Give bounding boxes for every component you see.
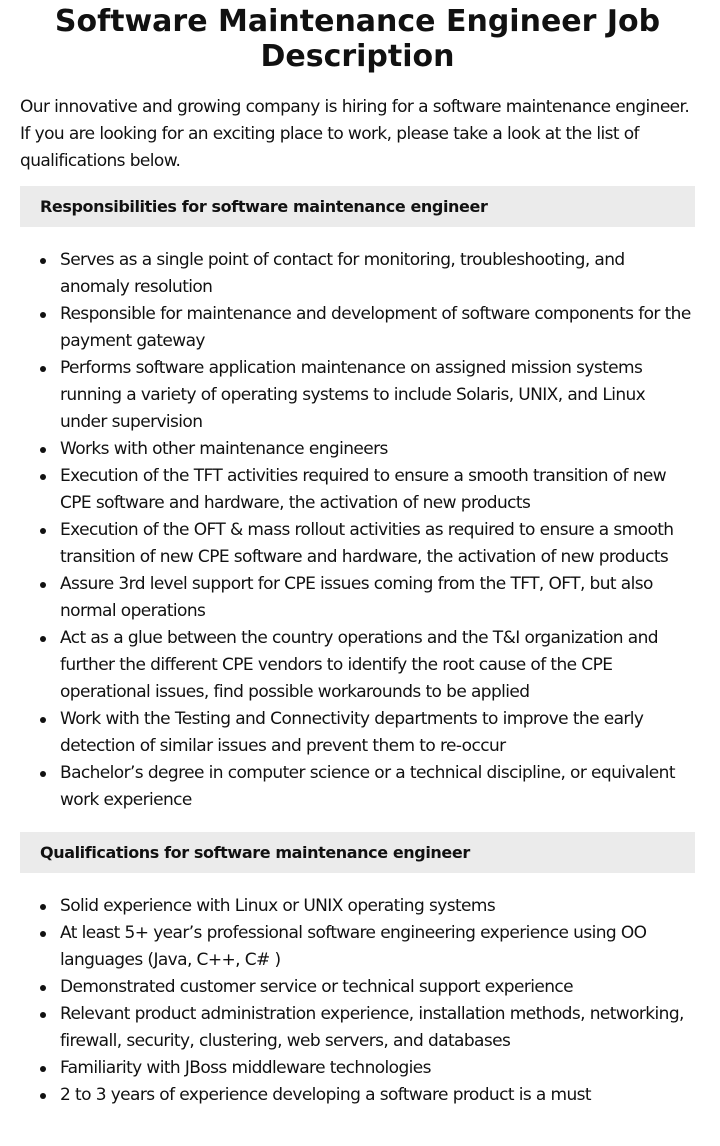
list-item-text: Responsible for maintenance and development of software components for the payment gateway bbox=[60, 304, 691, 351]
list-item bbox=[20, 463, 695, 517]
list-item bbox=[20, 706, 695, 760]
page-title: Software Maintenance Engineer Job Description bbox=[54, 4, 661, 74]
bullet-icon bbox=[40, 312, 46, 318]
list-item bbox=[20, 517, 695, 571]
list-item bbox=[20, 247, 695, 301]
list-item-text: At least 5+ year’s professional software engineering experience using OO languages (Java, C++, C# ) bbox=[60, 923, 647, 970]
bullet-icon bbox=[40, 582, 46, 588]
bullet-icon bbox=[40, 636, 46, 642]
list-item bbox=[20, 355, 695, 436]
list-item-text: Assure 3rd level support for CPE issues coming from the TFT, OFT, but also normal operations bbox=[60, 574, 653, 621]
list-item-text: Act as a glue between the country operations and the T&I organization and further the different CPE vendors to identify the root cause of the CPE operational issues, find possible workarounds to be applied bbox=[60, 628, 658, 702]
list-item bbox=[20, 1001, 695, 1055]
bullet-icon bbox=[40, 717, 46, 723]
list-item-text: Works with other maintenance engineers bbox=[60, 439, 388, 459]
list-item-text: Solid experience with Linux or UNIX operating systems bbox=[60, 896, 496, 916]
responsibilities-list bbox=[20, 247, 695, 814]
bullet-icon bbox=[40, 1093, 46, 1099]
list-item-text: Work with the Testing and Connectivity departments to improve the early detection of similar issues and prevent them to re-occur bbox=[60, 709, 644, 756]
list-item-text: Familiarity with JBoss middleware technologies bbox=[60, 1058, 431, 1078]
bullet-icon bbox=[40, 447, 46, 453]
list-item-text: Performs software application maintenance on assigned mission systems running a variety of operating systems to include Solaris, UNIX, and Linux under supervision bbox=[60, 358, 646, 432]
list-item bbox=[20, 1055, 695, 1082]
list-item bbox=[20, 301, 695, 355]
list-item-text: Execution of the TFT activities required to ensure a smooth transition of new CPE software and hardware, the activation of new products bbox=[60, 466, 667, 513]
bullet-icon bbox=[40, 528, 46, 534]
qualifications-list bbox=[20, 893, 695, 1109]
qualifications-heading: Qualifications for software maintenance engineer bbox=[20, 832, 695, 873]
list-item bbox=[20, 974, 695, 1001]
bullet-icon bbox=[40, 474, 46, 480]
list-item-text: Execution of the OFT & mass rollout activities as required to ensure a smooth transition of new CPE software and hardware, the activation of new products bbox=[60, 520, 674, 567]
list-item bbox=[20, 625, 695, 706]
list-item bbox=[20, 920, 695, 974]
list-item bbox=[20, 436, 695, 463]
bullet-icon bbox=[40, 1066, 46, 1072]
intro-paragraph: Our innovative and growing company is hiring for a software maintenance engineer. If you are looking for an exciting place to work, please take a look at the list of qualifications below. bbox=[20, 97, 690, 171]
bullet-icon bbox=[40, 366, 46, 372]
list-item-text: Demonstrated customer service or technical support experience bbox=[60, 977, 574, 997]
bullet-icon bbox=[40, 1012, 46, 1018]
bullet-icon bbox=[40, 904, 46, 910]
list-item bbox=[20, 893, 695, 920]
list-item bbox=[20, 571, 695, 625]
bullet-icon bbox=[40, 258, 46, 264]
list-item-text: Serves as a single point of contact for monitoring, troubleshooting, and anomaly resolution bbox=[60, 250, 625, 297]
list-item bbox=[20, 1082, 695, 1109]
list-item bbox=[20, 760, 695, 814]
list-item-text: Relevant product administration experience, installation methods, networking, firewall, security, clustering, web servers, and databases bbox=[60, 1004, 684, 1051]
bullet-icon bbox=[40, 771, 46, 777]
bullet-icon bbox=[40, 985, 46, 991]
bullet-icon bbox=[40, 931, 46, 937]
list-item-text: 2 to 3 years of experience developing a software product is a must bbox=[60, 1085, 591, 1105]
list-item-text: Bachelor’s degree in computer science or a technical discipline, or equivalent work experience bbox=[60, 763, 675, 810]
responsibilities-heading: Responsibilities for software maintenance engineer bbox=[20, 186, 695, 227]
